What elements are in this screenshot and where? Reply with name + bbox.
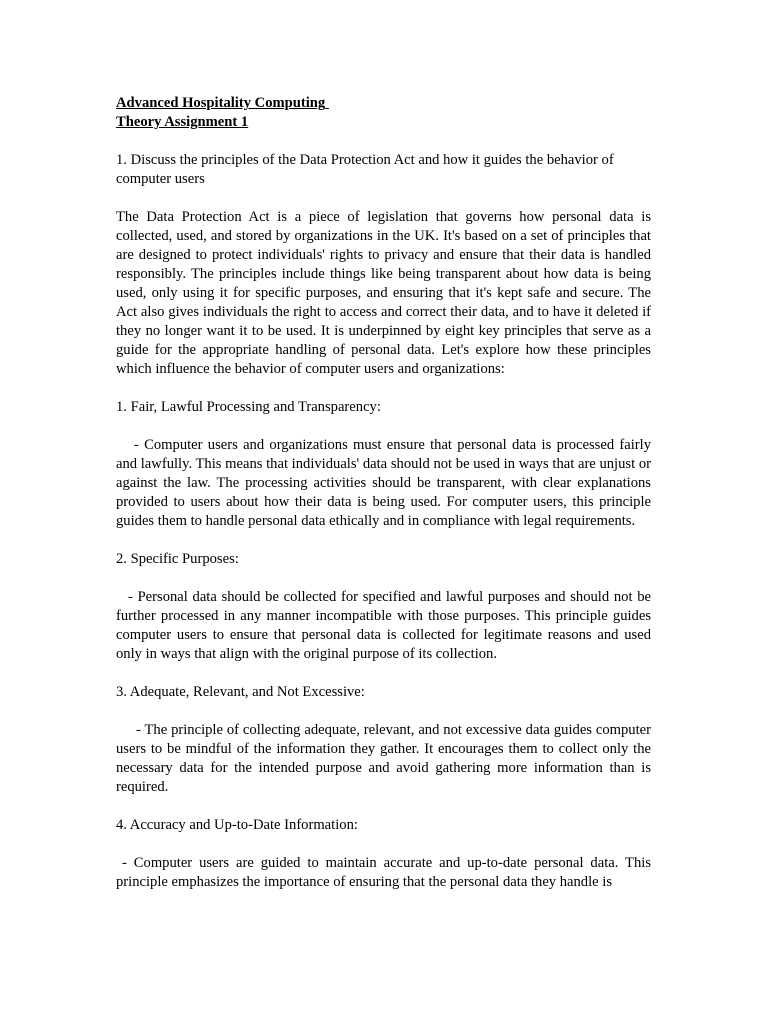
section-body-1: - Computer users and organizations must ensure that personal data is processed fairly and lawfully. This means that individuals' data should not be used in ways that are unjust or against the law. The processing activities should be transparent, with clear explanations provided to users about how their data is being used. For computer users, this principle guides them to handle personal data ethically and in compliance with legal requirements.: [116, 437, 651, 529]
section-body-2: - Personal data should be collected for specified and lawful purposes and should not be further processed in any manner incompatible with those purposes. This principle guides computer users to ensure that personal data is collected for legitimate reasons and used only in ways that align with the original purpose of its collection.: [116, 589, 651, 662]
section-heading-2: 2. Specific Purposes:: [116, 551, 239, 567]
question-text: 1. Discuss the principles of the Data Protection Act and how it guides the behavior of computer users: [116, 152, 614, 187]
assignment-title-text: Theory Assignment 1: [116, 114, 249, 130]
course-title: [116, 94, 651, 113]
section-body-4: - Computer users are guided to maintain accurate and up-to-date personal data. This principle emphasizes the importance of ensuring that the personal data they handle is: [116, 855, 651, 890]
section-heading-1: 1. Fair, Lawful Processing and Transparency:: [116, 399, 381, 415]
section-body-3: - The principle of collecting adequate, relevant, and not excessive data guides computer users to be mindful of the information they gather. It encourages them to collect only the necessary data for the intended purpose and avoid gathering more information than is required.: [116, 722, 651, 795]
document-header: [116, 94, 651, 132]
assignment-title: [116, 113, 651, 132]
document-page: [116, 94, 651, 911]
section-heading-4: 4. Accuracy and Up-to-Date Information:: [116, 817, 358, 833]
course-title-text: Advanced Hospitality Computing: [116, 95, 326, 111]
intro-paragraph: The Data Protection Act is a piece of legislation that governs how personal data is collected, used, and stored by organizations in the UK. It's based on a set of principles that are designed to protect individuals' rights to privacy and ensure that their data is handled responsibly. The principles include things like being transparent about how data is being used, only using it for specific purposes, and ensuring that it's kept safe and secure. The Act also gives individuals the right to access and correct their data, and to have it deleted if they no longer want it to be used. It is underpinned by eight key principles that serve as a guide for the appropriate handling of personal data. Let's explore how these principles which influence the behavior of computer users and organizations:: [116, 209, 651, 377]
section-heading-3: 3. Adequate, Relevant, and Not Excessive:: [116, 684, 365, 700]
